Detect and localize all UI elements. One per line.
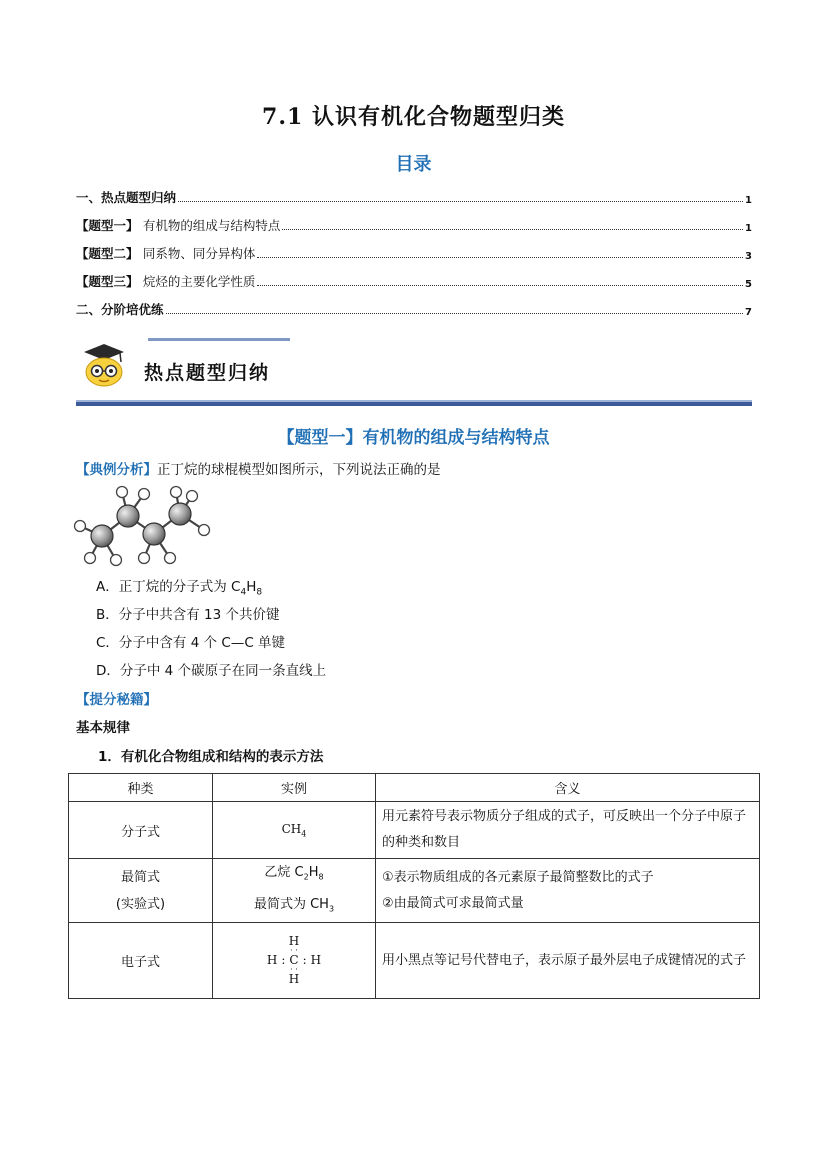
toc-leader [257, 257, 743, 258]
toc-label: 同系物、同分异构体 [142, 246, 256, 261]
cell-line: (实验式) [115, 896, 166, 912]
representation-table [68, 773, 760, 999]
toc-prefix: 【题型二】 [76, 246, 139, 261]
subscript: 4 [301, 829, 307, 839]
table-cell: 分子式 [69, 802, 213, 859]
toc-page: 1 [745, 223, 752, 234]
toc-page: 1 [745, 195, 752, 206]
option-a-text: A．正丁烷的分子式为 C [96, 579, 241, 595]
table-cell: 用元素符号表示物质分子组成的式子，可反映出一个分子中原子的种类和数目 [376, 802, 760, 859]
page-title: 7.1 认识有机化合物题型归类 [262, 104, 565, 130]
formula-text: 乙烷 C [264, 865, 304, 880]
toc-label: 有机物的组成与结构特点 [142, 218, 281, 233]
toc-leader [178, 201, 743, 202]
toc-leader [257, 285, 743, 286]
table-row [69, 802, 760, 859]
table-cell [213, 923, 376, 999]
butane-ball-stick-model [72, 484, 217, 568]
toc-item[interactable] [76, 270, 752, 290]
banner-top-rule [148, 338, 290, 341]
question-text: 正丁烷的球棍模型如图所示，下列说法正确的是 [157, 462, 441, 478]
option-a[interactable] [96, 575, 262, 598]
toc-prefix: 【题型三】 [76, 274, 139, 289]
table-cell: 电子式 [69, 923, 213, 999]
toc-page: 7 [745, 307, 752, 318]
toc-label: 热点题型归纳 [101, 190, 177, 205]
toc-label: 烷烃的主要化学性质 [142, 274, 256, 289]
electron-dots: : [302, 953, 307, 968]
table-cell [213, 802, 376, 859]
toc-page: 3 [745, 251, 752, 262]
option-c[interactable]: C．分子中含有 4 个 C—C 单键 [96, 635, 286, 651]
ef-atom: C [289, 953, 299, 968]
toc-heading: 目录 [395, 154, 432, 175]
electron-dots: · · [290, 965, 298, 975]
table-header-row [69, 774, 760, 802]
cell-line [213, 859, 375, 891]
cell-line [213, 891, 375, 923]
toc-leader [282, 229, 743, 230]
option-d[interactable]: D．分子中 4 个碳原子在同一条直线上 [96, 663, 327, 679]
toc-leader [166, 313, 744, 314]
banner-title: 热点题型归纳 [144, 362, 271, 384]
example-tag: 【典例分析】 [76, 462, 157, 478]
cell-line: ①表示物质组成的各元素原子最简整数比的式子 [382, 869, 654, 885]
banner-bottom-rule [76, 400, 752, 406]
formula-text: CH [281, 821, 302, 836]
subscript: 8 [256, 587, 263, 598]
subrule-heading: 1．有机化合物组成和结构的表示方法 [98, 749, 324, 765]
toc-prefix: 二、 [76, 302, 102, 317]
electron-dots: : [281, 953, 286, 968]
toc-label: 分阶培优练 [101, 302, 164, 317]
electron-formula [213, 935, 375, 986]
toc-item[interactable] [76, 214, 752, 234]
electron-dots: · · [290, 946, 298, 956]
ef-atom: H [266, 953, 278, 968]
table-row [69, 859, 760, 923]
ef-line: H [288, 972, 300, 987]
toc-item[interactable] [76, 298, 752, 318]
ef-line: H [288, 934, 300, 949]
subscript: 2 [303, 872, 309, 882]
option-a-text: H [246, 579, 257, 595]
toc-item[interactable] [76, 242, 752, 262]
table-row [69, 923, 760, 999]
option-b[interactable]: B．分子中共含有 13 个共价键 [96, 607, 280, 623]
cell-line: 最简式 [120, 869, 160, 885]
toc-item[interactable] [76, 186, 752, 206]
scholar-mascot-icon [80, 342, 128, 390]
toc-page: 5 [745, 279, 752, 290]
table-cell: 用小黑点等记号代替电子，表示原子最外层电子成键情况的式子 [376, 923, 760, 999]
section-heading: 【题型一】有机物的组成与结构特点 [277, 428, 550, 448]
table-cell [376, 859, 760, 923]
subscript: 8 [318, 872, 324, 882]
subscript: 3 [328, 904, 335, 914]
ef-atom: H [310, 953, 322, 968]
table-header: 含义 [376, 774, 760, 802]
question-stem [76, 458, 441, 478]
table-cell [69, 859, 213, 923]
rule-heading: 基本规律 [76, 720, 130, 736]
formula-text: 最简式为 CH [253, 896, 329, 912]
subscript: 4 [240, 587, 247, 598]
toc-prefix: 【题型一】 [76, 218, 139, 233]
table-header: 种类 [69, 774, 213, 802]
toc-prefix: 一、 [76, 190, 102, 205]
table-header: 实例 [213, 774, 376, 802]
cell-line: ②由最简式可求最简式量 [382, 895, 524, 911]
tips-tag: 【提分秘籍】 [76, 692, 157, 708]
table-cell [213, 859, 376, 923]
formula-text: H [308, 865, 319, 880]
